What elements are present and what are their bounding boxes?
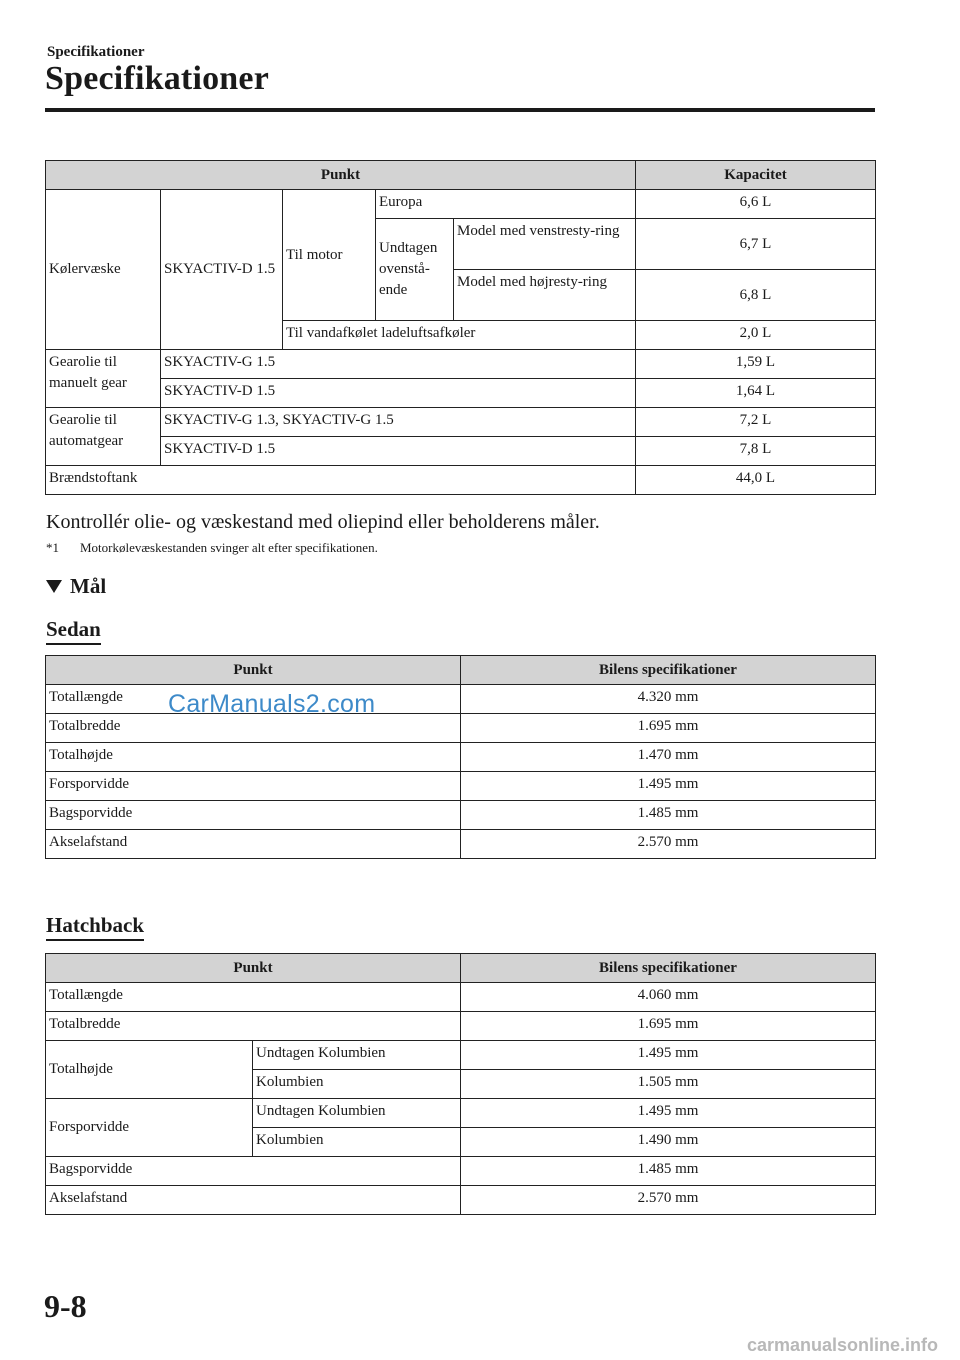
wheelbase-value: 2.570 mm <box>461 1186 876 1215</box>
footnote-text: Motorkølevæskestanden svinger alt efter specifikationen. <box>80 540 378 555</box>
row-label: Totalhøjde <box>46 743 461 772</box>
watermark-bottom: carmanualsonline.info <box>746 1335 938 1355</box>
header-specs: Bilens specifikationer <box>461 954 876 983</box>
auto-gear-engine-1: SKYACTIV-G 1.3, SKYACTIV-G 1.5 <box>161 408 636 437</box>
auto-gear-value-2: 7,8 L <box>636 437 876 466</box>
rear-track-value: 1.485 mm <box>461 1157 876 1186</box>
coolant-europe-value: 6,6 L <box>636 190 876 219</box>
triangle-down-icon <box>46 580 62 593</box>
height-sub1-value: 1.495 mm <box>461 1041 876 1070</box>
coolant-engine: SKYACTIV-D 1.5 <box>161 190 283 350</box>
coolant-except-above: Undtagen ovenstå-ende <box>376 219 454 321</box>
watermark-logo: CarManuals2.com <box>168 690 376 718</box>
rear-track-label: Bagsporvidde <box>46 1157 461 1186</box>
front-track-label: Forsporvidde <box>46 1099 253 1157</box>
coolant-europe: Europa <box>376 190 636 219</box>
manual-gear-engine-1: SKYACTIV-G 1.5 <box>161 350 636 379</box>
wheelbase-label: Akselafstand <box>46 1186 461 1215</box>
title-rule <box>45 108 875 112</box>
height-sub2-value: 1.505 mm <box>461 1070 876 1099</box>
row-value: 1.495 mm <box>461 772 876 801</box>
front-track-sub2-value: 1.490 mm <box>461 1128 876 1157</box>
length-value: 4.060 mm <box>461 983 876 1012</box>
table-row <box>46 1012 876 1041</box>
front-track-sub1: Undtagen Kolumbien <box>253 1099 461 1128</box>
auto-gear-value-1: 7,2 L <box>636 408 876 437</box>
table-header-row <box>46 954 876 983</box>
table-row <box>46 1099 876 1128</box>
table-header-row <box>46 161 876 190</box>
table-header-row <box>46 656 876 685</box>
manual-gear-value-2: 1,64 L <box>636 379 876 408</box>
row-label: Totalbredde <box>46 714 461 743</box>
width-value: 1.695 mm <box>461 1012 876 1041</box>
header-punkt: Punkt <box>46 954 461 983</box>
hatchback-heading: Hatchback <box>46 913 144 941</box>
table-row <box>46 466 876 495</box>
coolant-intercooler: Til vandafkølet ladeluftsafkøler <box>283 321 636 350</box>
fuel-tank-label: Brændstoftank <box>46 466 636 495</box>
height-sub2: Kolumbien <box>253 1070 461 1099</box>
table-row <box>46 437 876 466</box>
table-row <box>46 1157 876 1186</box>
front-track-sub1-value: 1.495 mm <box>461 1099 876 1128</box>
sedan-heading: Sedan <box>46 617 101 645</box>
auto-gear-engine-2: SKYACTIV-D 1.5 <box>161 437 636 466</box>
section-heading-text: Mål <box>70 574 107 598</box>
page-title: Specifikationer <box>45 60 269 97</box>
coolant-intercooler-value: 2,0 L <box>636 321 876 350</box>
height-label: Totalhøjde <box>46 1041 253 1099</box>
length-label: Totallængde <box>46 983 461 1012</box>
header-punkt: Punkt <box>46 161 636 190</box>
manual-gear-engine-2: SKYACTIV-D 1.5 <box>161 379 636 408</box>
coolant-lhd-value: 6,7 L <box>636 219 876 270</box>
table-row <box>46 190 876 219</box>
page-number: 9-8 <box>44 1288 87 1324</box>
row-label: Totallængde <box>46 685 461 714</box>
row-value: 1.695 mm <box>461 714 876 743</box>
running-header: Specifikationer <box>47 44 145 60</box>
coolant-rhd-value: 6,8 L <box>636 270 876 321</box>
row-value: 4.320 mm <box>461 685 876 714</box>
row-label: Bagsporvidde <box>46 801 461 830</box>
table-row <box>46 772 876 801</box>
row-value: 1.485 mm <box>461 801 876 830</box>
auto-gear-label: Gearolie til automatgear <box>46 408 161 466</box>
section-heading <box>46 574 106 599</box>
manual-gear-value-1: 1,59 L <box>636 350 876 379</box>
row-value: 1.470 mm <box>461 743 876 772</box>
table-row <box>46 801 876 830</box>
coolant-to-engine: Til motor <box>283 190 376 321</box>
table-row <box>46 983 876 1012</box>
footnote-mark: *1 <box>46 540 59 555</box>
header-specs: Bilens specifikationer <box>461 656 876 685</box>
coolant-rhd: Model med højresty-ring <box>454 270 636 321</box>
table-row <box>46 1041 876 1070</box>
coolant-label: Kølervæske <box>46 190 161 350</box>
footnote <box>46 540 378 556</box>
front-track-sub2: Kolumbien <box>253 1128 461 1157</box>
header-kapacitet: Kapacitet <box>636 161 876 190</box>
table-row <box>46 379 876 408</box>
hatchback-table <box>45 953 876 1215</box>
width-label: Totalbredde <box>46 1012 461 1041</box>
table-row <box>46 1186 876 1215</box>
table-row <box>46 408 876 437</box>
fuel-tank-value: 44,0 L <box>636 466 876 495</box>
height-sub1: Undtagen Kolumbien <box>253 1041 461 1070</box>
table-row <box>46 743 876 772</box>
oil-check-note: Kontrollér olie- og væskestand med oliepind eller beholderens måler. <box>46 511 600 533</box>
manual-gear-label: Gearolie til manuelt gear <box>46 350 161 408</box>
row-label: Forsporvidde <box>46 772 461 801</box>
row-label: Akselafstand <box>46 830 461 859</box>
capacity-table <box>45 160 876 495</box>
table-row <box>46 830 876 859</box>
sedan-table <box>45 655 876 859</box>
header-punkt: Punkt <box>46 656 461 685</box>
table-row <box>46 350 876 379</box>
coolant-lhd: Model med venstresty-ring <box>454 219 636 270</box>
row-value: 2.570 mm <box>461 830 876 859</box>
